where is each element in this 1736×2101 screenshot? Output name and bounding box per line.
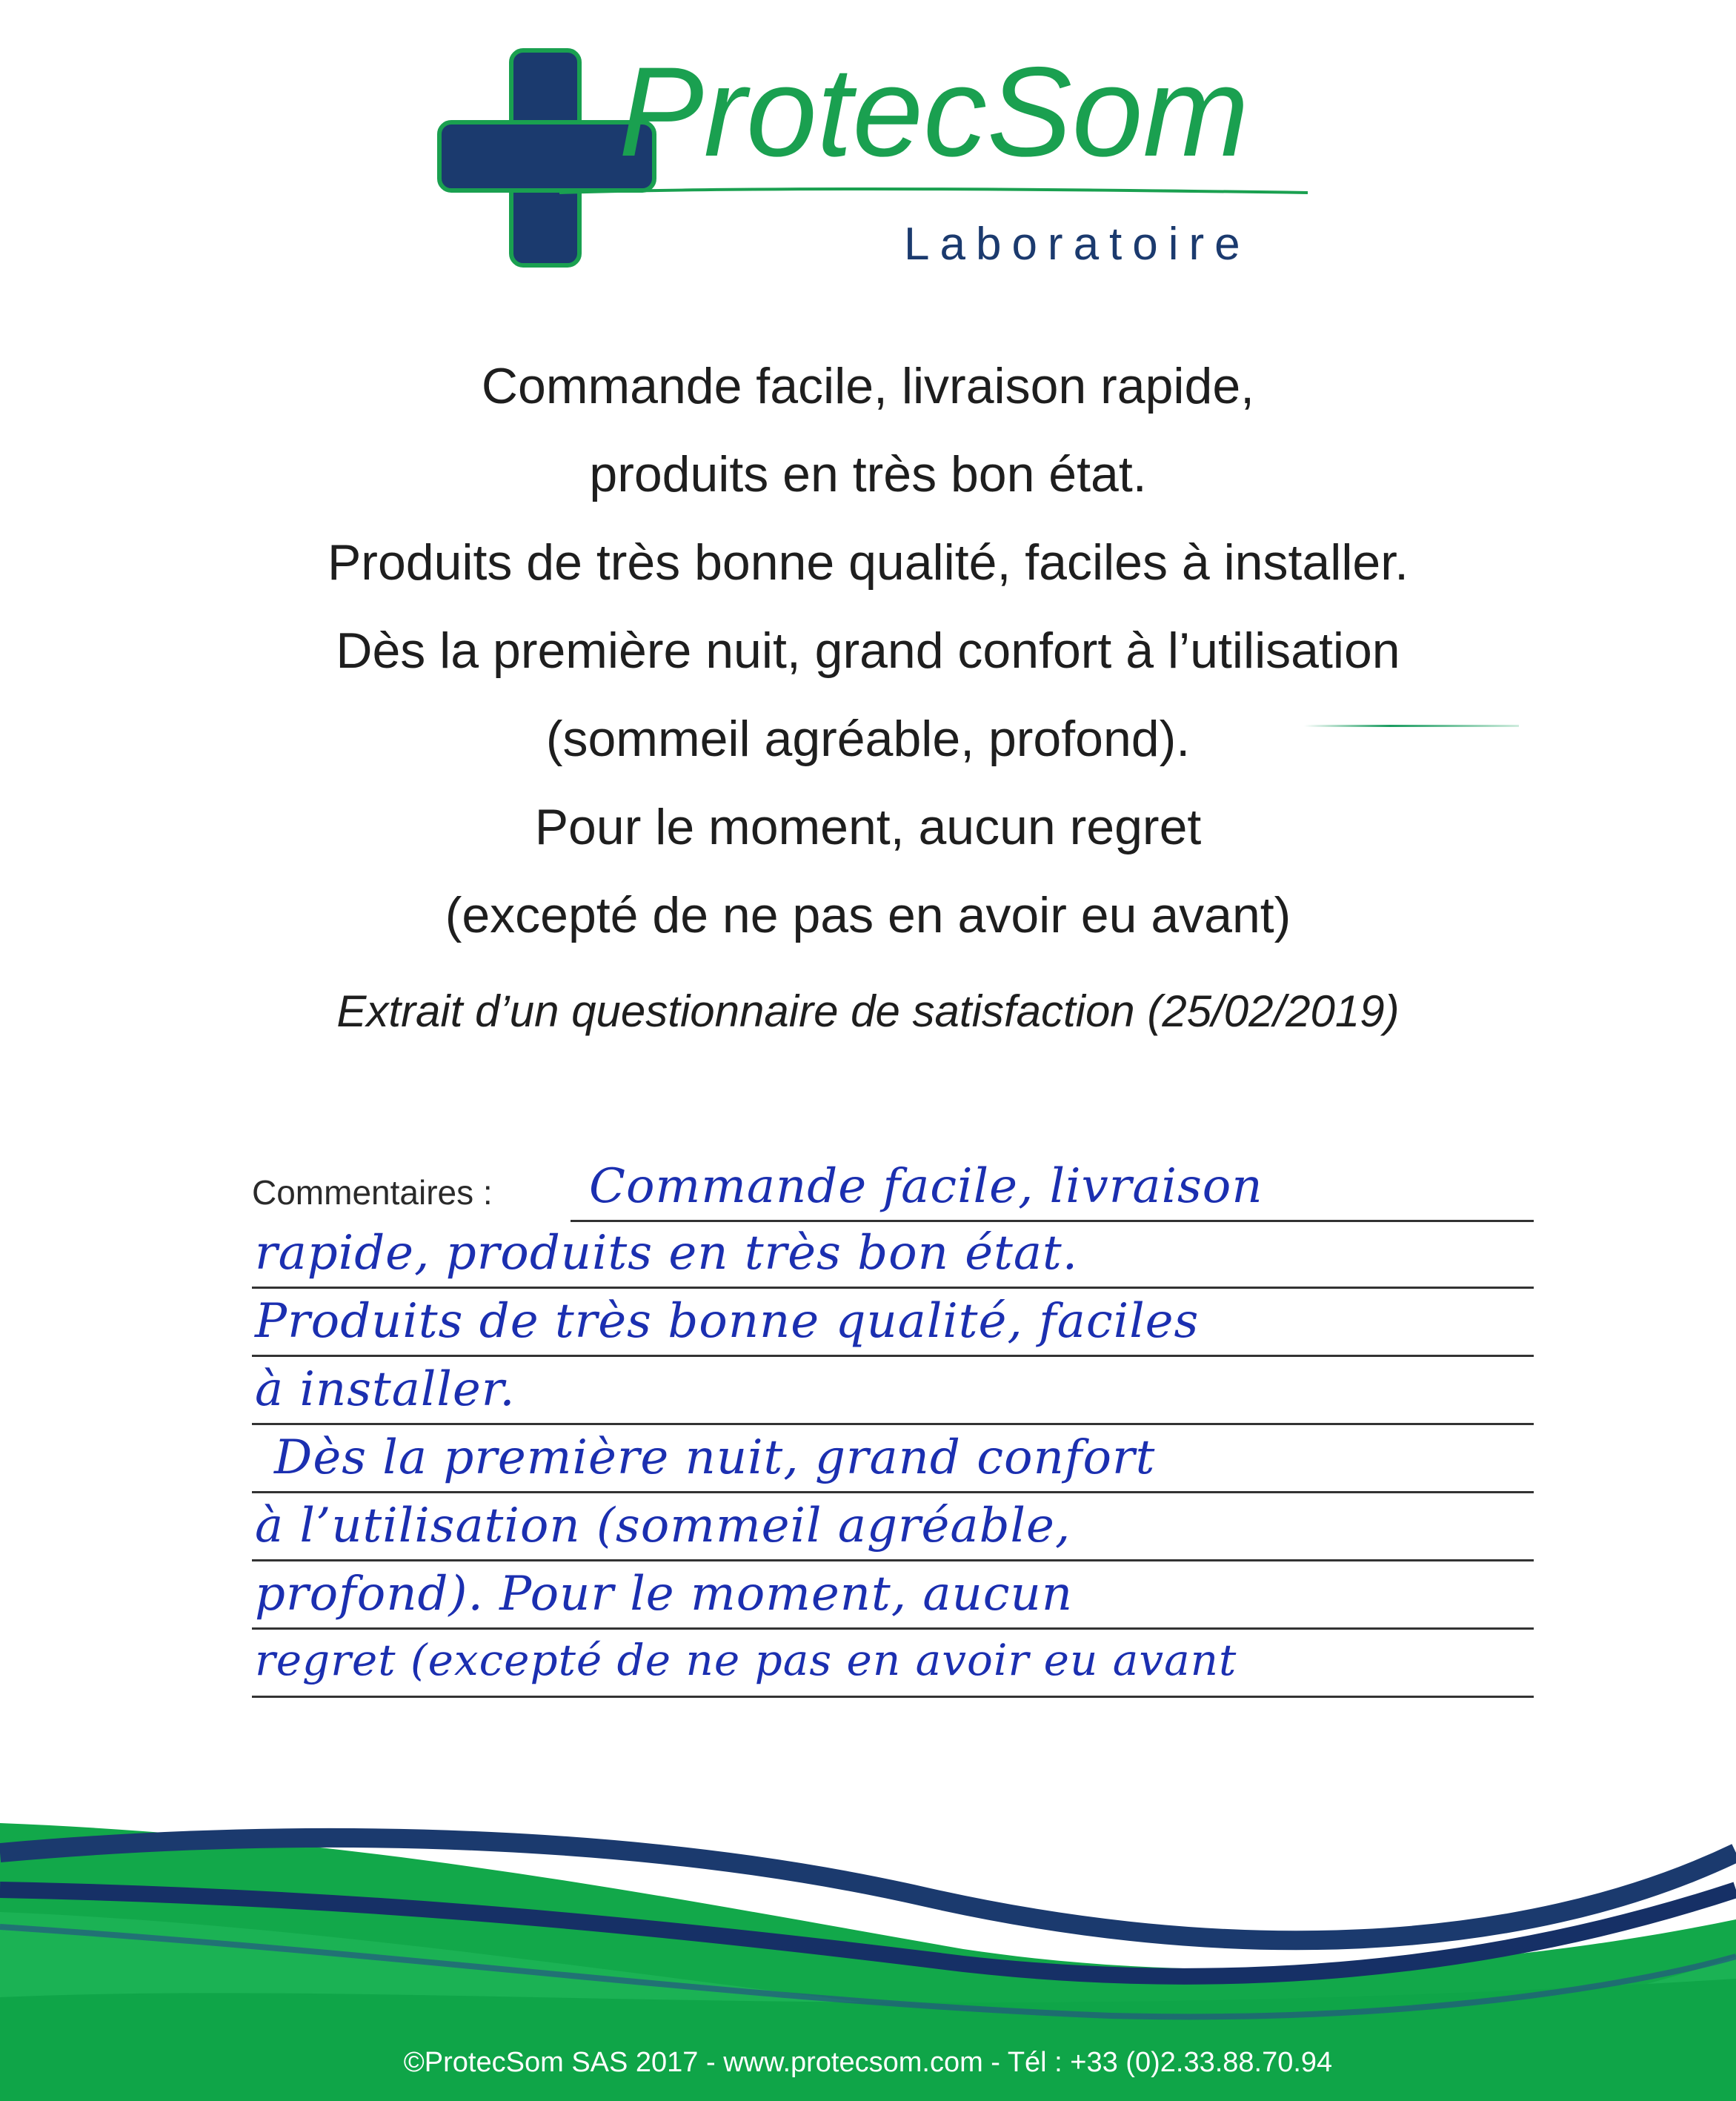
testimonial-line: Dès la première nuit, grand confort à l’utilisation [336, 623, 1400, 679]
testimonial-line: Commande facile, livraison rapide, [481, 358, 1255, 414]
form-rule [252, 1491, 1534, 1493]
brand-name: ProtecSom [619, 44, 1249, 183]
brand-subtitle: Laboratoire [904, 219, 1251, 270]
handwritten-line: à l’utilisation (sommeil agréable, [255, 1498, 1071, 1553]
handwritten-line: à installer. [255, 1362, 516, 1417]
form-rule [252, 1559, 1534, 1561]
form-rule [252, 1287, 1534, 1289]
protecsom-logo [433, 44, 1308, 282]
form-rule [252, 1355, 1534, 1357]
testimonial-line: (excepté de ne pas en avoir eu avant) [445, 887, 1291, 943]
form-rule [252, 1627, 1534, 1630]
handwritten-line: rapide, produits en très bon état. [255, 1226, 1079, 1281]
form-rule [252, 1423, 1534, 1425]
form-rule [571, 1220, 1534, 1222]
form-rule [252, 1696, 1534, 1698]
testimonial-text [0, 342, 1736, 960]
testimonial-line: Pour le moment, aucun regret [534, 799, 1202, 855]
handwritten-line: regret (excepté de ne pas en avoir eu avant [255, 1635, 1237, 1685]
handwritten-line: Produits de très bonne qualité, faciles [255, 1294, 1200, 1349]
handwritten-line: Commande facile, livraison [589, 1159, 1263, 1214]
source-caption: Extrait d’un questionnaire de satisfaction (25/02/2019) [336, 986, 1400, 1036]
testimonial-line: (sommeil agréable, profond). [545, 711, 1191, 767]
form-label: Commentaires : [252, 1173, 493, 1212]
testimonial-line: produits en très bon état. [589, 446, 1147, 502]
decorative-line [1304, 725, 1519, 727]
handwritten-line: profond). Pour le moment, aucun [255, 1567, 1074, 1622]
testimonial-line: Produits de très bonne qualité, faciles à installer. [327, 534, 1409, 591]
footer-contact: ©ProtecSom SAS 2017 - www.protecsom.com - Tél : +33 (0)2.33.88.70.94 [403, 2047, 1333, 2078]
handwritten-line: Dès la première nuit, grand confort [274, 1430, 1156, 1485]
handwritten-comment-form [245, 1156, 1549, 1734]
